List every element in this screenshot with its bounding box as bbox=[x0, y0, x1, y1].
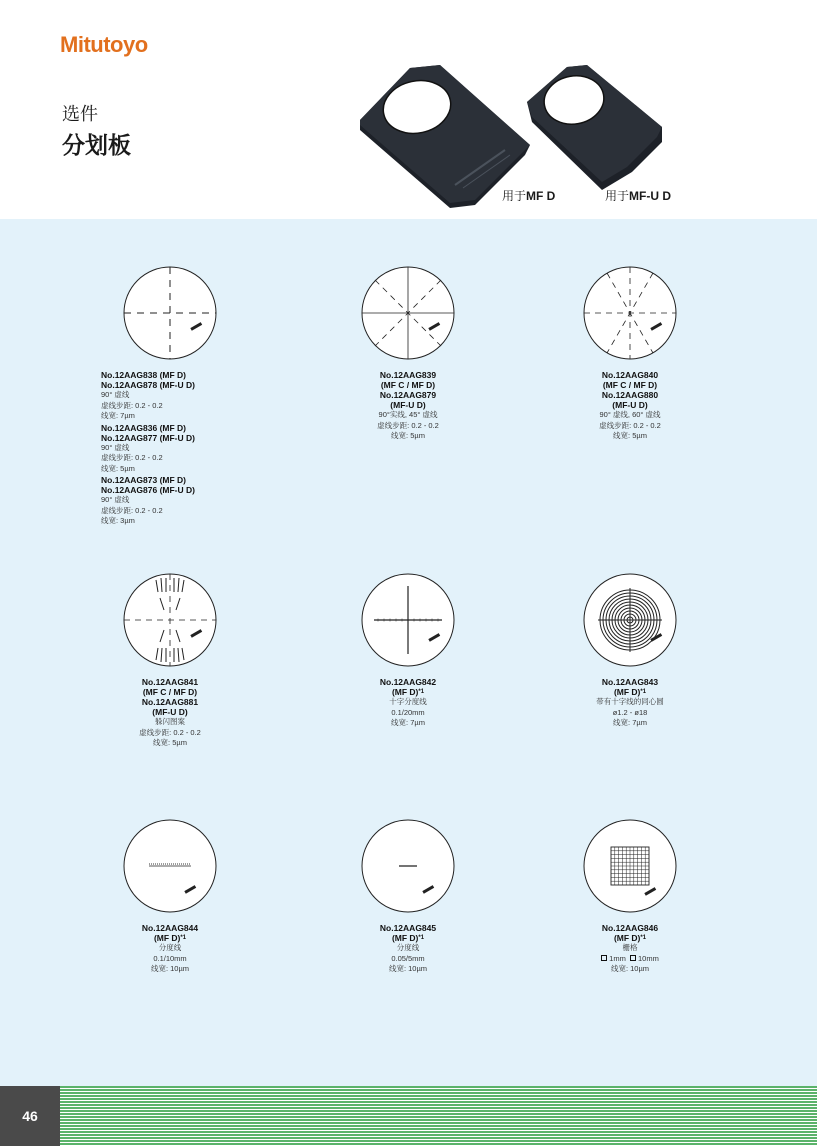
part-number: No.12AAG845 bbox=[379, 923, 437, 933]
spec-line: 线宽: 10µm bbox=[388, 964, 428, 973]
spec-line: 线宽: 7µm bbox=[391, 718, 425, 727]
reticle-item-845 bbox=[308, 816, 508, 975]
spec-line: 线宽: 7µm bbox=[101, 411, 135, 420]
spec-line: 线宽: 3µm bbox=[101, 516, 135, 525]
reticle-item-841 bbox=[70, 570, 270, 749]
square-small-icon bbox=[601, 955, 607, 961]
part-number: No.12AAG842 bbox=[379, 677, 437, 687]
spec-line: 虚线步距: 0.2 - 0.2 bbox=[101, 400, 163, 410]
square-large-icon bbox=[630, 955, 636, 961]
spec-line: 躲闪图案 bbox=[155, 717, 185, 726]
spec-line: 90° 虚线, 60° 虚线 bbox=[599, 410, 661, 419]
part-model bbox=[530, 933, 730, 943]
reticle-concentric-image bbox=[580, 570, 680, 670]
spec-line: 线宽: 10µm bbox=[150, 964, 190, 973]
part-number: No.12AAG838 (MF D) bbox=[101, 370, 187, 380]
holder-label-mf-u-d bbox=[605, 187, 671, 204]
footnote-mark: *1 bbox=[640, 689, 647, 695]
holder-prefix: 用于 bbox=[502, 189, 527, 203]
spec-line: 线宽: 5µm bbox=[101, 463, 135, 473]
spec-line: 0.1/20mm bbox=[391, 707, 425, 717]
grid-size: 10mm bbox=[638, 953, 659, 963]
spec-line: 线宽: 5µm bbox=[391, 431, 425, 440]
reticle-item-840 bbox=[530, 263, 730, 442]
part-number: No.12AAG876 (MF-U D) bbox=[101, 485, 195, 495]
reticle-item-838 bbox=[70, 263, 270, 527]
spec-line: 线宽: 7µm bbox=[613, 718, 647, 727]
section-subtitle: 选件 bbox=[62, 104, 98, 124]
part-model: (MF C / MF D) bbox=[142, 687, 198, 697]
part-number: No.12AAG879 bbox=[379, 390, 437, 400]
part-number: No.12AAG877 (MF-U D) bbox=[101, 432, 195, 443]
part-model-text: (MF D) bbox=[613, 933, 641, 943]
part-model: (MF-U D) bbox=[612, 400, 648, 410]
spec-line: 线宽: 5µm bbox=[153, 738, 187, 747]
reticle-item-839 bbox=[308, 263, 508, 442]
part-number: No.12AAG846 bbox=[601, 923, 659, 933]
part-model-text: (MF D) bbox=[391, 687, 419, 697]
spec-line: 90° 虚线 bbox=[101, 442, 130, 452]
spec-line: 分度线 bbox=[396, 943, 420, 952]
reticle-pattern-image bbox=[120, 570, 220, 670]
footnote-mark: *1 bbox=[180, 935, 187, 941]
part-model-text: (MF D) bbox=[153, 933, 181, 943]
footer-stripes bbox=[60, 1086, 817, 1146]
part-model: (MF C / MF D) bbox=[380, 380, 436, 390]
holder-model: MF D bbox=[526, 189, 556, 203]
part-number: No.12AAG873 (MF D) bbox=[101, 475, 187, 485]
footnote-mark: *1 bbox=[640, 935, 647, 941]
part-number: No.12AAG841 bbox=[141, 677, 199, 687]
holder-prefix: 用于 bbox=[605, 189, 630, 203]
part-model-text: (MF D) bbox=[613, 687, 641, 697]
part-number: No.12AAG881 bbox=[141, 697, 199, 707]
reticle-item-846 bbox=[530, 816, 730, 975]
footnote-mark: *1 bbox=[418, 689, 425, 695]
part-number: No.12AAG840 bbox=[601, 370, 659, 380]
spec-line: 虚线步距: 0.2 - 0.2 bbox=[101, 505, 163, 515]
reticle-item-842 bbox=[308, 570, 508, 729]
spec-line: 0.05/5mm bbox=[391, 953, 425, 963]
holder-model: MF-U D bbox=[629, 189, 672, 203]
reticle-60-dashed-image bbox=[580, 263, 680, 363]
part-number: No.12AAG844 bbox=[141, 923, 199, 933]
reticle-scale-10mm-image bbox=[120, 816, 220, 916]
part-number: No.12AAG836 (MF D) bbox=[101, 422, 187, 433]
reticle-item-843 bbox=[530, 570, 730, 729]
spec-line: 虚线步距: 0.2 - 0.2 bbox=[101, 453, 163, 462]
spec-line: 90° 虚线 bbox=[101, 390, 130, 399]
spec-line: ø1.2 - ø18 bbox=[612, 707, 648, 717]
page-footer bbox=[0, 1086, 817, 1146]
part-model bbox=[530, 687, 730, 697]
reticle-cross-scale-image bbox=[358, 570, 458, 670]
part-model-text: (MF D) bbox=[391, 933, 419, 943]
spec-line: 栅格 bbox=[622, 943, 638, 952]
reticle-item-844 bbox=[70, 816, 270, 975]
part-model bbox=[308, 687, 508, 697]
holder-mf-u-d-image bbox=[522, 62, 672, 192]
part-model: (MF-U D) bbox=[152, 707, 188, 717]
spec-line: 虚线步距: 0.2 - 0.2 bbox=[377, 420, 439, 430]
part-number: No.12AAG878 (MF-U D) bbox=[101, 380, 195, 390]
part-number: No.12AAG839 bbox=[379, 370, 437, 380]
part-model: (MF C / MF D) bbox=[602, 380, 658, 390]
spec-line: 带有十字线的同心圆 bbox=[596, 697, 664, 706]
spec-line: 十字分度线 bbox=[389, 697, 427, 706]
part-number: No.12AAG843 bbox=[601, 677, 659, 687]
spec-line: 分度线 bbox=[158, 943, 182, 952]
brand-logo: Mitutoyo bbox=[60, 32, 148, 57]
spec-line: 虚线步距: 0.2 - 0.2 bbox=[599, 420, 661, 430]
footnote-mark: *1 bbox=[418, 935, 425, 941]
spec-line: 线宽: 5µm bbox=[613, 431, 647, 440]
part-model bbox=[308, 933, 508, 943]
reticle-45-dashed-image bbox=[358, 263, 458, 363]
spec-line: 线宽: 10µm bbox=[610, 964, 650, 973]
grid-size-line bbox=[530, 954, 730, 965]
spec-line: 0.1/10mm bbox=[153, 953, 187, 963]
reticle-90-dashed-image bbox=[120, 263, 220, 363]
reticle-grid-image bbox=[580, 816, 680, 916]
part-number: No.12AAG880 bbox=[601, 390, 659, 400]
spec-line: 90°实线, 45° 虚线 bbox=[378, 410, 438, 419]
spec-line: 虚线步距: 0.2 - 0.2 bbox=[139, 727, 201, 737]
page-number: 46 bbox=[0, 1086, 60, 1146]
part-model: (MF-U D) bbox=[390, 400, 426, 410]
page-title: 分划板 bbox=[62, 132, 131, 158]
part-model bbox=[70, 933, 270, 943]
reticle-scale-5mm-image bbox=[358, 816, 458, 916]
grid-size: 1mm bbox=[609, 953, 626, 963]
spec-line: 90° 虚线 bbox=[101, 495, 130, 504]
